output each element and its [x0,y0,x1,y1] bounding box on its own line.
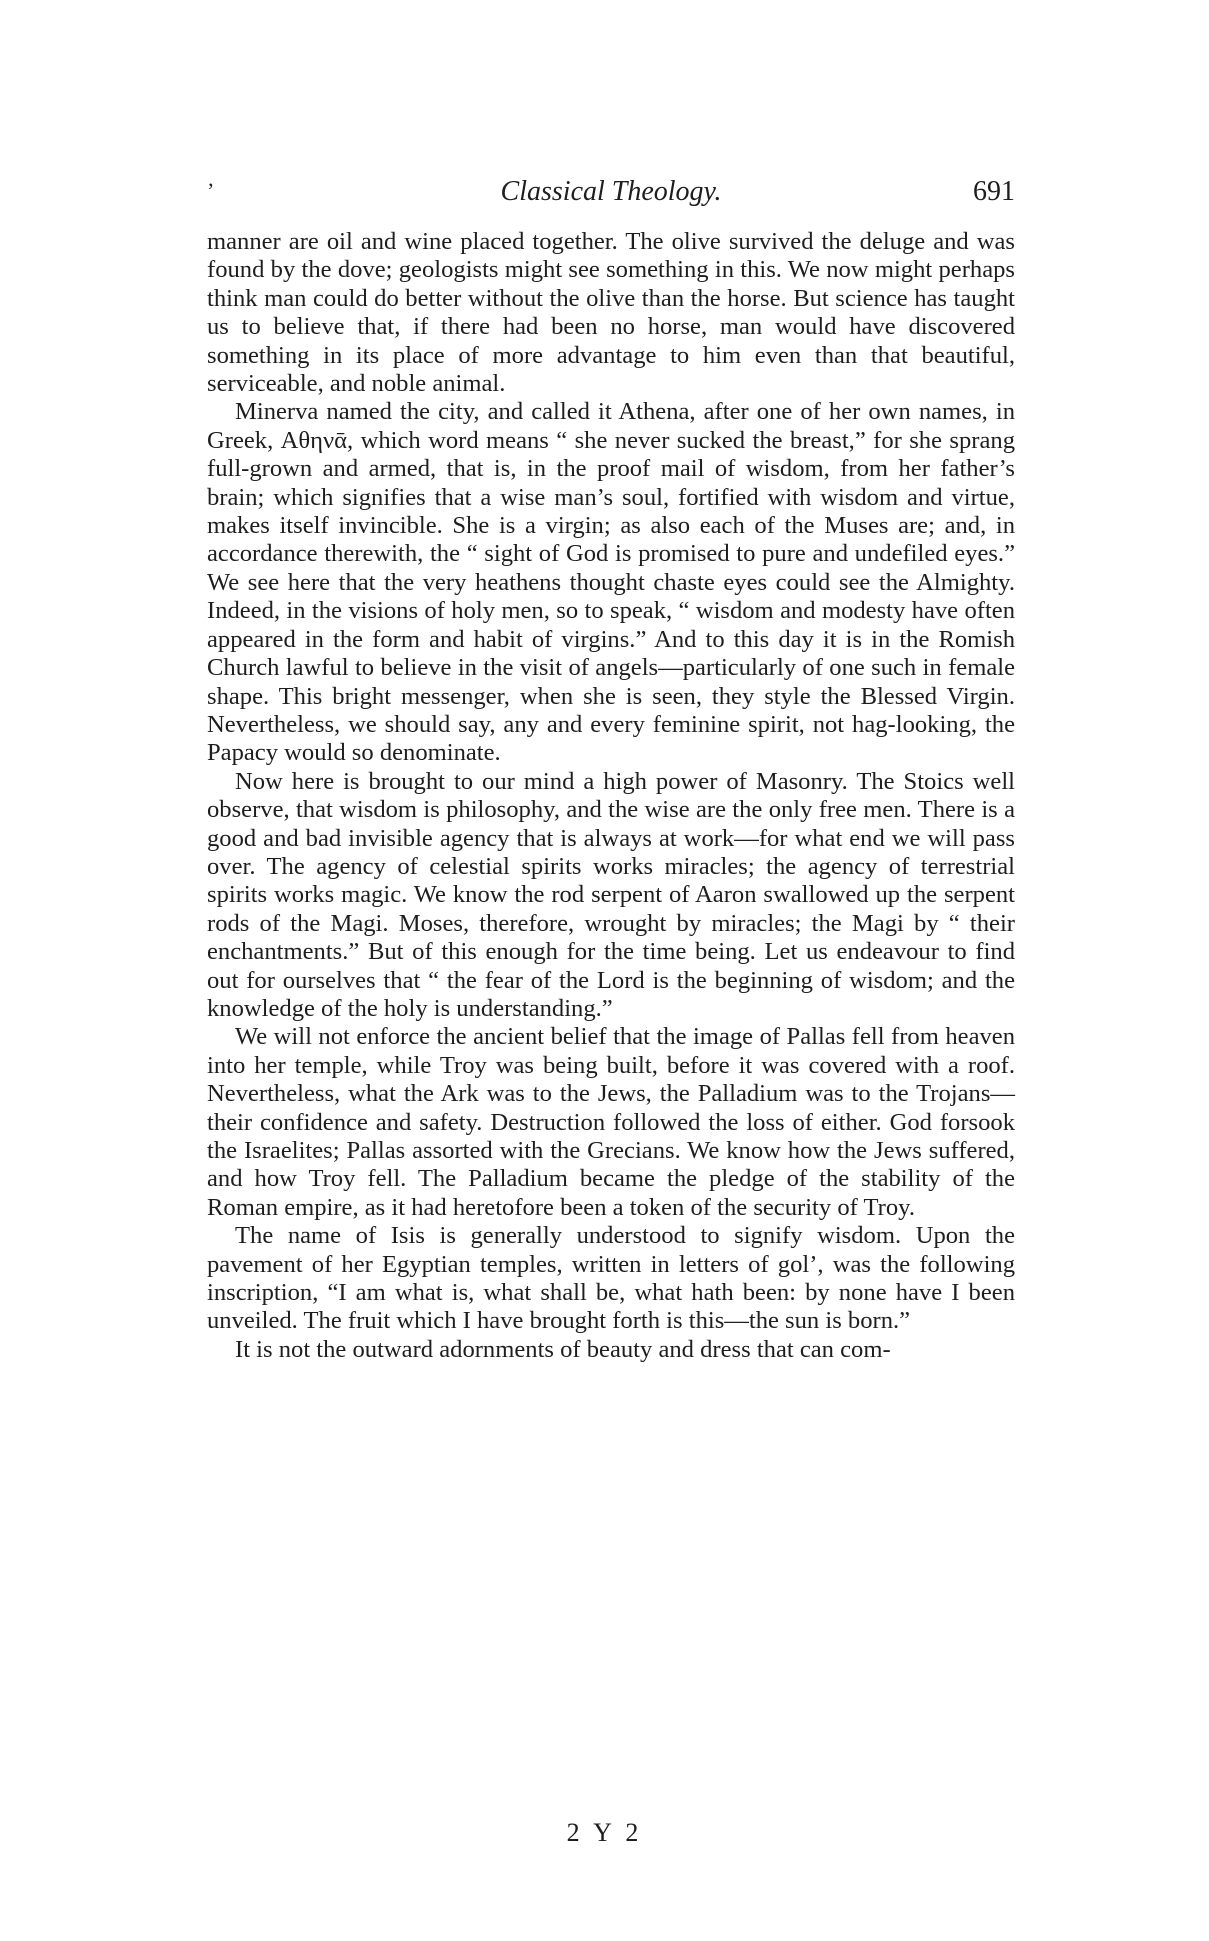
paragraph-minerva: Minerva named the city, and called it Athena, after one of her own names, in Greek, Αθηνᾱ, which word means “ she never sucked the breast,” for she sprang full-grown and armed, that is, in the proof mail of wisdom, from her father’s brain; which signifies that a wise man’s soul, fortified with wisdom and virtue, makes itself invincible. She is a virgin; as also each of the Muses are; and, in accordance therewith, the “ sight of God is promised to pure and undefiled eyes.” We see here that the very heathens thought chaste eyes could see the Almighty. Indeed, in the visions of holy men, so to speak, “ wisdom and modesty have often appeared in the form and habit of virgins.” And to this day it is in the Romish Church lawful to believe in the visit of angels—particularly of one such in female shape. This bright messenger, when she is seen, they style the Blessed Virgin. Nevertheless, we should say, any and every feminine spirit, not hag-looking, the Papacy would so denominate. [207,398,1015,767]
paragraph-masonry: Now here is brought to our mind a high power of Masonry. The Stoics well observe, that wisdom is philosophy, and the wise are the only free men. There is a good and bad invisible agency that is always at work—for what end we will pass over. The agency of celestial spirits works miracles; the agency of terrestrial spirits works magic. We know the rod serpent of Aaron swallowed up the serpent rods of the Magi. Moses, therefore, wrought by miracles; the Magi by “ their enchantments.” But of this enough for the time being. Let us endeavour to find out for ourselves that “ the fear of the Lord is the beginning of wisdom; and the knowledge of the holy is understanding.” [207,767,1015,1022]
page-number: 691 [973,176,1015,207]
paragraph-continuation: manner are oil and wine placed together. The olive survived the deluge and was found by the dove; geologists might see something in this. We now might perhaps think man could do better without the olive than the horse. But science has taught us to believe that, if there had been no horse, man would have discovered something in its place of more advantage to him even than that beautiful, serviceable, and noble animal. [207,228,1015,398]
signature-mark: 2 Y 2 [566,1818,643,1847]
running-title: Classical Theology. [500,176,722,207]
paragraph-adornments: It is not the outward adornments of beauty and dress that can com- [235,1335,891,1363]
paragraph-pallas: We will not enforce the ancient belief that the image of Pallas fell from heaven into her temple, while Troy was being built, before it was covered with a roof. Nevertheless, what the Ark was to the Jews, the Palladium was to the Trojans—their confidence and safety. Destruction followed the loss of either. God forsook the Israelites; Pallas assorted with the Grecians. We know how the Jews suffered, and how Troy fell. The Palladium became the pledge of the stability of the Roman empire, as it had heretofore been a token of the security of Troy. [207,1023,1015,1221]
body-text [207,228,1015,1364]
running-header [207,176,1015,216]
paragraph-isis: The name of Isis is generally understood to signify wisdom. Upon the pavement of her Egyptian temples, written in letters of gol’, was the following inscription, “I am what is, what shall be, what hath been: by none have I been unveiled. The fruit which I have brought forth is this—the sun is born.” [207,1222,1015,1335]
header-mark: ’ [207,178,215,203]
